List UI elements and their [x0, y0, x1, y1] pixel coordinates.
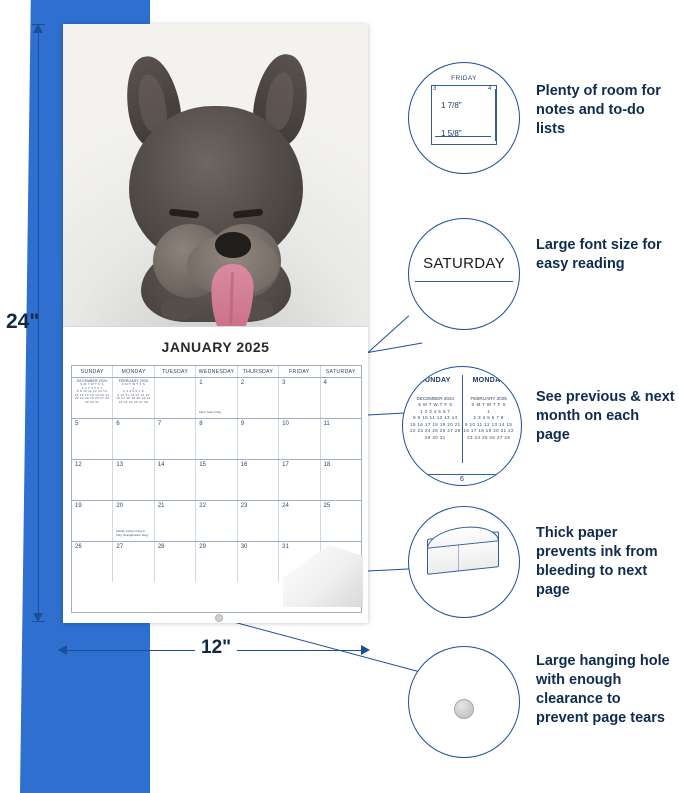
callout-prev-dow: S M T W T F S [418, 402, 453, 407]
calendar-cell [321, 419, 361, 459]
feature-text-hanging-hole: Large hanging hole with enough clearance to prevent page tears [536, 653, 670, 726]
height-arrow-down-icon [33, 613, 43, 622]
calendar-holiday-mlk: Martin Luther King Jr. Day (Inauguration Day) [116, 529, 149, 538]
calendar-day-number: 11 [323, 421, 330, 427]
mini-next-month-week: 9 10 11 12 13 14 15 [117, 392, 150, 397]
dog-nose [215, 232, 251, 258]
callout-next-month-column [460, 377, 517, 441]
calendar-cell [196, 542, 237, 582]
calendar-cell [113, 419, 154, 459]
calendar-day-number: 9 [240, 421, 245, 427]
calendar-product [63, 24, 368, 622]
day-header-saturday: SATURDAY [325, 369, 356, 375]
calendar-day-number: 26 [75, 544, 82, 550]
callout-next-month-name: FEBRUARY 2025 [470, 396, 507, 401]
calendar-cell [238, 419, 279, 459]
calendar-day-number: 14 [157, 462, 165, 468]
day-header-sunday: SUNDAY [72, 366, 113, 377]
callout-monday-header: MONDAY [472, 377, 505, 384]
callout-circle-thick-paper [408, 506, 520, 618]
calendar-cell [155, 542, 196, 582]
calendar-day-number: 29 [199, 544, 206, 550]
calendar-week-row [72, 419, 361, 460]
callout-prev-week: 15 16 17 18 19 20 21 [410, 421, 461, 427]
callout-next-week: 16 17 18 19 20 21 22 [463, 428, 514, 434]
callout-next-week: 2 3 4 5 6 7 8 [473, 415, 504, 421]
dog-paw-left [161, 300, 195, 320]
callout-next-week: 23 24 25 26 27 28 [467, 434, 511, 440]
height-arrow-up-icon [33, 24, 43, 33]
calendar-cell [321, 378, 361, 418]
calendar-cell [196, 460, 237, 500]
calendar-cell [155, 419, 196, 459]
callout-next-dow: S M T W T F S [471, 402, 506, 407]
callout-corner-number-3: 3 [433, 86, 437, 92]
callout-next-week: 9 10 11 12 13 14 15 [465, 421, 513, 427]
mini-next-month-week: 2 3 4 5 6 7 8 [123, 389, 144, 394]
calendar-cell [155, 501, 196, 541]
calendar-day-number: 16 [240, 462, 248, 468]
calendar-holiday-new-years: New Year's Day [199, 410, 222, 415]
calendar-week-row [72, 501, 361, 542]
callout-circle-notes-room [408, 62, 520, 174]
calendar-day-number: 17 [282, 462, 289, 468]
width-arrow-left-icon [58, 645, 67, 655]
calendar-cell [321, 460, 361, 500]
dog-tongue [209, 263, 254, 326]
calendar-day-number: 2 [240, 380, 245, 386]
callout-height-arrow [495, 89, 496, 141]
calendar-day-number: 18 [323, 462, 331, 468]
feature-text-prev-next-month: See previous & next month on each page [536, 389, 675, 443]
mini-next-month-week: 23 24 25 26 27 28 [118, 399, 149, 404]
calendar-cell [238, 542, 279, 582]
calendar-day-number: 22 [199, 503, 206, 509]
calendar-cell [113, 460, 154, 500]
dog-head [129, 106, 303, 266]
calendar-cell [72, 542, 113, 582]
feature-text-thick-paper: Thick paper prevents ink from bleeding to next page [536, 525, 658, 598]
calendar-day-number: 4 [323, 380, 327, 386]
calendar-cell [196, 378, 237, 418]
mini-next-month-title: FEBRUARY 2025 [118, 379, 149, 383]
day-header-tuesday: TUESDAY [155, 366, 196, 377]
feature-text-notes-room: Plenty of room for notes and to-do lists [536, 83, 661, 137]
mini-prev-month-week: 15 16 17 18 19 20 21 [74, 392, 110, 397]
mini-prev-month-week: 22 23 24 25 26 27 28 [74, 396, 110, 401]
calendar-week-row [72, 460, 361, 501]
calendar-cell [72, 460, 113, 500]
day-header-wednesday: WEDNESDAY [196, 366, 237, 377]
calendar-day-number: 10 [282, 421, 289, 427]
calendar-photo [63, 24, 368, 326]
callout-next-week: 1 [487, 408, 491, 414]
callout-corner-number-4: 4 [488, 86, 492, 92]
callout-bottom-rule [403, 474, 521, 475]
calendar-cell [113, 542, 154, 582]
calendar-day-number: 23 [240, 503, 248, 509]
calendar-cell [279, 501, 320, 541]
mini-prev-month-title: DECEMBER 2024 [76, 379, 108, 383]
calendar-cell [72, 378, 113, 418]
calendar-day-number: 20 [116, 503, 124, 509]
calendar-day-number: 31 [282, 544, 289, 550]
calendar-day-number: 21 [157, 503, 165, 509]
callout-saturday-sample: SATURDAY [423, 255, 505, 272]
width-arrow-right-icon [361, 645, 370, 655]
callout-circle-prev-next-month [402, 366, 522, 486]
calendar-day-number: 28 [157, 544, 165, 550]
calendar-cell [72, 501, 113, 541]
day-header-thursday: THURSDAY [238, 366, 279, 377]
height-dimension-label: 24" [6, 310, 40, 333]
calendar-day-number: 27 [116, 544, 124, 550]
hanging-hole [215, 614, 223, 622]
calendar-day-number: 30 [240, 544, 248, 550]
calendar-week-row [72, 378, 361, 419]
calendar-cell [279, 419, 320, 459]
mini-prev-month-week: 8 9 10 11 12 13 14 [76, 389, 108, 394]
calendar-day-number: 13 [116, 462, 124, 468]
callout-prev-week: 8 9 10 11 12 13 14 [413, 415, 458, 421]
calendar-cell [279, 378, 320, 418]
callout-prev-week: 22 23 24 25 26 27 28 [410, 428, 461, 434]
dog-eye-left [168, 208, 199, 218]
calendar-day-number: 5 [75, 421, 79, 427]
callout-prev-week: 29 30 31 [424, 434, 446, 440]
hanging-hole-icon [454, 699, 474, 719]
callout-day-number: 6 [460, 476, 464, 483]
width-dimension-label: 12" [195, 637, 237, 659]
calendar-cell [238, 460, 279, 500]
callout-width-value: 1 5/8" [441, 129, 462, 138]
callout-rule-line [415, 281, 513, 282]
callout-circle-hanging-hole [408, 646, 520, 758]
calendar-day-number: 1 [199, 380, 203, 386]
calendar-cell [238, 501, 279, 541]
day-header-monday: MONDAY [113, 366, 154, 377]
mini-next-month-week: 16 17 18 19 20 21 22 [116, 396, 151, 401]
callout-prev-month-column [407, 377, 464, 441]
calendar-cell [155, 460, 196, 500]
calendar-day-number: 24 [282, 503, 289, 509]
calendar-day-header-row [72, 366, 361, 378]
mini-next-month-week: 1 [132, 385, 135, 390]
calendar-day-number: 12 [75, 462, 82, 468]
calendar-cell [279, 460, 320, 500]
dog-eye-right [232, 208, 263, 218]
calendar-cell [72, 419, 113, 459]
callout-sunday-header: SUNDAY [419, 377, 451, 384]
calendar-day-number: 3 [282, 380, 286, 386]
calendar-cell [113, 378, 154, 418]
mini-prev-month-week: 1 2 3 4 5 6 7 [81, 385, 103, 390]
callout-prev-month-name: DECEMBER 2024 [416, 396, 455, 401]
mini-next-month-dow: S M T W T F S [121, 382, 146, 386]
calendar-day-number: 6 [116, 421, 120, 427]
day-header-friday: FRIDAY [279, 366, 320, 377]
calendar-cell [321, 501, 361, 541]
mini-prev-month-week: 29 30 31 [84, 399, 100, 404]
callout-friday-label: FRIDAY [451, 75, 477, 82]
calendar-day-number: 8 [199, 421, 203, 427]
callout-circle-font-size [408, 218, 520, 330]
callout-height-value: 1 7/8" [441, 101, 462, 110]
paper-fold-line [458, 542, 459, 570]
calendar-day-number: 7 [157, 421, 162, 427]
calendar-day-number: 19 [75, 503, 82, 509]
calendar-cell [196, 419, 237, 459]
calendar-cell [155, 378, 196, 418]
calendar-cell [238, 378, 279, 418]
mini-prev-month-dow: S M T W T F S [80, 382, 104, 386]
calendar-day-number: 25 [323, 503, 331, 509]
calendar-month-title: JANUARY 2025 [161, 339, 270, 355]
calendar-day-number: 15 [199, 462, 206, 468]
calendar-cell [113, 501, 154, 541]
calendar-cell [196, 501, 237, 541]
callout-prev-week: 1 2 3 4 5 6 7 [420, 408, 451, 414]
french-bulldog-illustration [111, 48, 321, 318]
feature-text-font-size: Large font size for easy reading [536, 237, 662, 272]
